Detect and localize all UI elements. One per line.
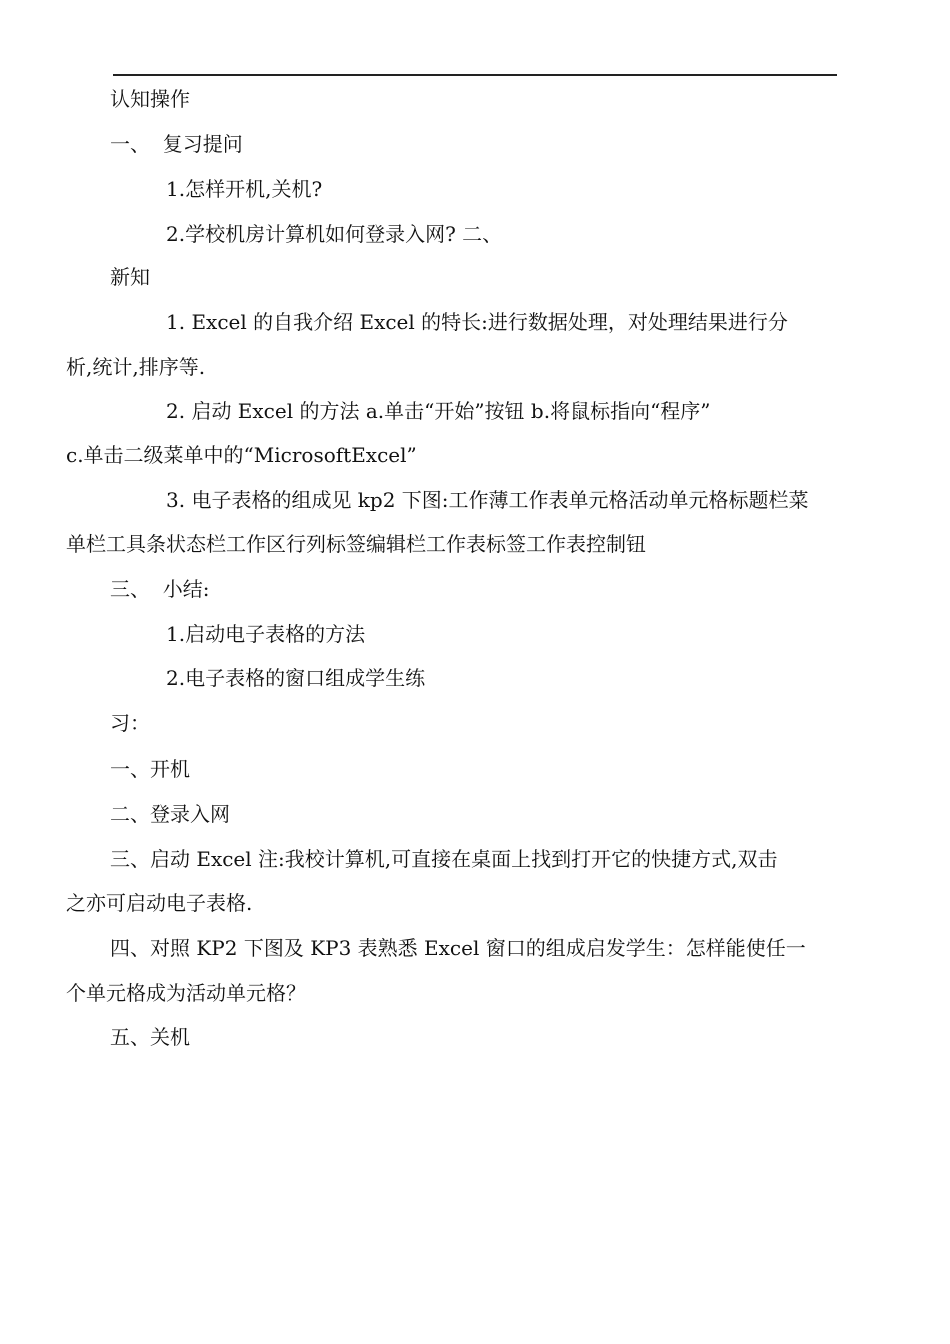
new-knowledge-item-2-line-1: 2. 启动 Excel 的方法 a.单击“开始”按钮 b.将鼠标指向“程序” <box>166 399 711 423</box>
practice-step-2: 二、登录入网 <box>110 802 230 826</box>
review-question-2: 2.学校机房计算机如何登录入网? 二、 <box>166 222 503 246</box>
new-knowledge-item-2-line-2: c.单击二级菜单中的“MicrosoftExcel” <box>66 443 417 467</box>
new-knowledge-title: 新知 <box>110 265 150 289</box>
document-heading: 认知操作 <box>110 87 190 111</box>
new-knowledge-item-3-line-1: 3. 电子表格的组成见 kp2 下图:工作薄工作表单元格活动单元格标题栏菜 <box>166 488 809 512</box>
new-knowledge-item-1-line-1: 1. Excel 的自我介绍 Excel 的特长:进行数据处理，对处理结果进行分 <box>166 310 788 334</box>
review-section-title: 一、 复习提问 <box>110 132 243 156</box>
summary-item-3: 习： <box>110 711 150 735</box>
practice-step-4-line-1: 四、对照 KP2 下图及 KP3 表熟悉 Excel 窗口的组成启发学生：怎样能使任一 <box>110 936 806 960</box>
new-knowledge-item-1-line-2: 析,统计,排序等. <box>66 355 206 379</box>
summary-section-title: 三、 小结: <box>110 577 210 601</box>
practice-step-5: 五、关机 <box>110 1025 190 1049</box>
summary-item-1: 1.启动电子表格的方法 <box>166 622 366 646</box>
practice-step-3-line-2: 之亦可启动电子表格. <box>66 891 253 915</box>
summary-item-2: 2.电子表格的窗口组成学生练 <box>166 666 426 690</box>
practice-step-4-line-2: 个单元格成为活动单元格？ <box>66 981 306 1005</box>
practice-step-1: 一、开机 <box>110 757 190 781</box>
practice-step-3-line-1: 三、启动 Excel 注:我校计算机,可直接在桌面上找到打开它的快捷方式,双击 <box>110 847 778 871</box>
new-knowledge-item-3-line-2: 单栏工具条状态栏工作区行列标签编辑栏工作表标签工作表控制钮 <box>66 532 646 556</box>
header-rule <box>113 74 837 76</box>
review-question-1: 1.怎样开机,关机? <box>166 177 323 201</box>
